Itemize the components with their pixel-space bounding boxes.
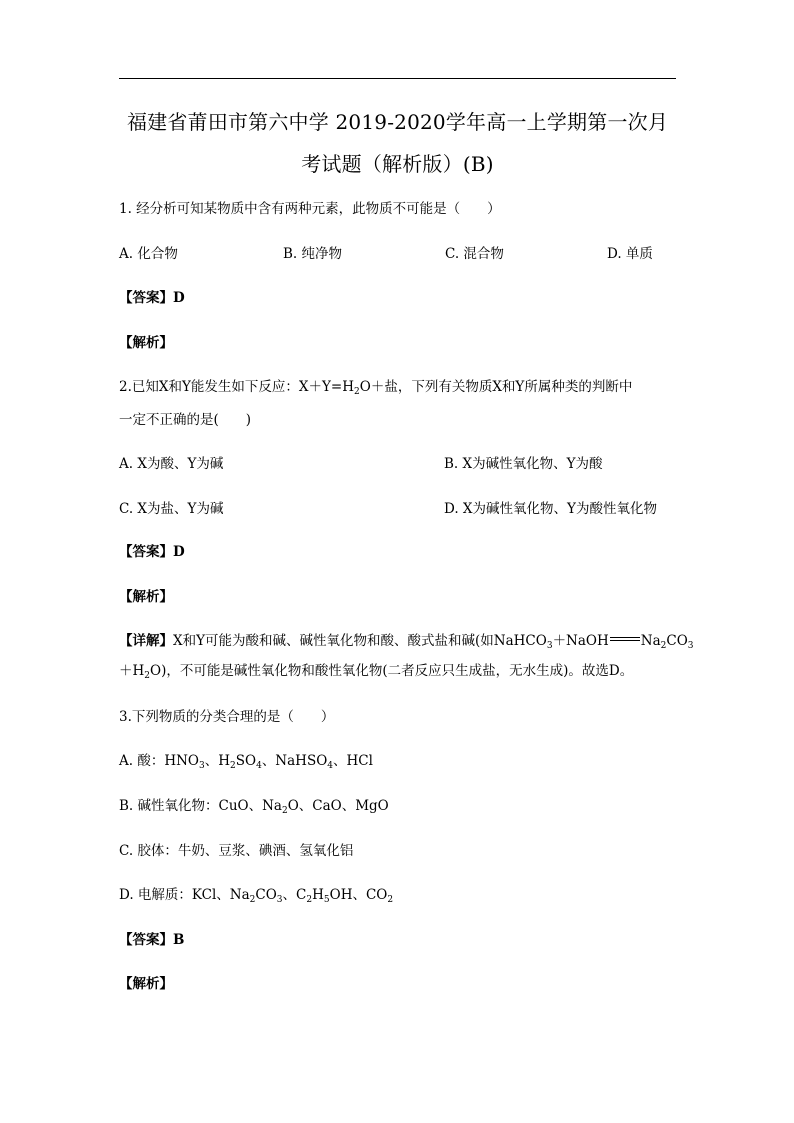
q3-a-part-2: 、H xyxy=(204,753,231,769)
q2-detail-part-a: X和Y可能为酸和碱、碱性氧化物和酸、酸式盐和碱(如NaHCO xyxy=(173,633,547,649)
q2-option-b: B. X为碱性氧化物、Y为酸 xyxy=(444,456,603,472)
q2-detail-sub-4: 2 xyxy=(144,671,151,681)
q3-d-part-5: OH、CO xyxy=(329,887,388,903)
q3-stem: 3.下列物质的分类合理的是（ ） xyxy=(119,709,335,725)
q2-detail-label: 【详解】 xyxy=(119,633,173,649)
q2-detail-line-2 xyxy=(119,662,633,680)
q3-d-sub-2: 3 xyxy=(276,895,283,905)
q3-d-part-2: CO xyxy=(255,887,277,903)
q2-detail-part-d: CO xyxy=(666,633,688,649)
header-rule xyxy=(119,78,676,79)
q1-answer-text: 【答案】D xyxy=(119,290,185,306)
q2-detail-sub-2: 2 xyxy=(660,641,667,651)
q3-option-a xyxy=(119,752,373,770)
q3-d-sub-3: 2 xyxy=(306,895,313,905)
q1-option-a: A. 化合物 xyxy=(119,246,178,262)
q1-answer xyxy=(119,289,185,307)
q1-option-c: C. 混合物 xyxy=(445,246,504,262)
q3-b-part-1: B. 碱性氧化物：CuO、Na xyxy=(119,798,282,814)
q3-d-sub-5: 2 xyxy=(387,895,394,905)
q3-analysis: 【解析】 xyxy=(119,976,173,992)
q2-detail-part-e: ＋H xyxy=(119,663,145,679)
q2-detail-line-1 xyxy=(119,632,694,650)
q2-detail-sub-3: 3 xyxy=(687,641,694,651)
q3-b-part-2: O、CaO、MgO xyxy=(287,798,389,814)
q2-stem-part-b: O＋盐，下列有关物质X和Y所属种类的判断中 xyxy=(359,379,633,395)
q2-detail-part-c: Na xyxy=(640,633,661,649)
q1-option-b: B. 纯净物 xyxy=(283,246,343,262)
q3-a-sub-1: 3 xyxy=(199,761,205,771)
q2-analysis: 【解析】 xyxy=(119,589,173,605)
q3-d-sub-4: 5 xyxy=(323,895,330,905)
q2-stem-line-2: 一定不正确的是( ) xyxy=(119,412,252,428)
q3-answer: 【答案】B xyxy=(119,932,185,948)
title-line-2: 考试题（解析版）(B) xyxy=(301,152,494,176)
q1-stem: 1. 经分析可知某物质中含有两种元素，此物质不可能是（ ） xyxy=(119,201,501,217)
q3-a-sub-2: 2 xyxy=(230,761,236,771)
q2-answer: 【答案】D xyxy=(119,544,185,560)
q2-stem-part-a: 2.已知X和Y能发生如下反应：X＋Y=H xyxy=(119,379,355,395)
q2-detail-part-f: O)，不可能是碱性氧化物和酸性氧化物(二者反应只生成盐，无水生成)。故选D。 xyxy=(150,663,634,679)
q3-d-sub-1: 2 xyxy=(249,895,256,905)
q3-a-sub-4: 4 xyxy=(327,761,333,771)
q2-detail-sub-1: 3 xyxy=(546,641,553,651)
q3-d-part-3: 、C xyxy=(282,887,307,903)
q3-option-b xyxy=(119,797,389,815)
q1-option-d: D. 单质 xyxy=(607,246,653,262)
q2-option-c: C. X为盐、Y为碱 xyxy=(119,501,224,517)
q3-a-part-1: A. 酸：HNO xyxy=(119,753,199,769)
q2-detail-part-b: ＋NaOH xyxy=(552,633,609,649)
q2-stem-sub: 2 xyxy=(354,387,360,397)
q3-option-d xyxy=(119,886,393,904)
q3-a-sub-3: 4 xyxy=(256,761,262,771)
q2-stem-line-1 xyxy=(119,378,632,396)
q2-option-a: A. X为酸、Y为碱 xyxy=(119,456,224,472)
q3-a-part-4: 、NaHSO xyxy=(261,753,328,769)
q3-option-c: C. 胶体：牛奶、豆浆、碘酒、氢氧化铝 xyxy=(119,843,354,859)
q3-b-sub-1: 2 xyxy=(281,806,288,816)
q3-a-part-5: 、HCl xyxy=(333,753,373,769)
q3-d-part-1: D. 电解质：KCl、Na xyxy=(119,887,250,903)
q3-a-part-3: SO xyxy=(235,753,257,769)
equals-sign xyxy=(610,637,640,641)
q3-d-part-4: H xyxy=(312,887,324,903)
title-line-1: 福建省莆田市第六中学 2019-2020学年高一上学期第一次月 xyxy=(126,110,669,134)
q1-analysis: 【解析】 xyxy=(119,335,173,351)
q2-option-d: D. X为碱性氧化物、Y为酸性氧化物 xyxy=(444,501,657,517)
